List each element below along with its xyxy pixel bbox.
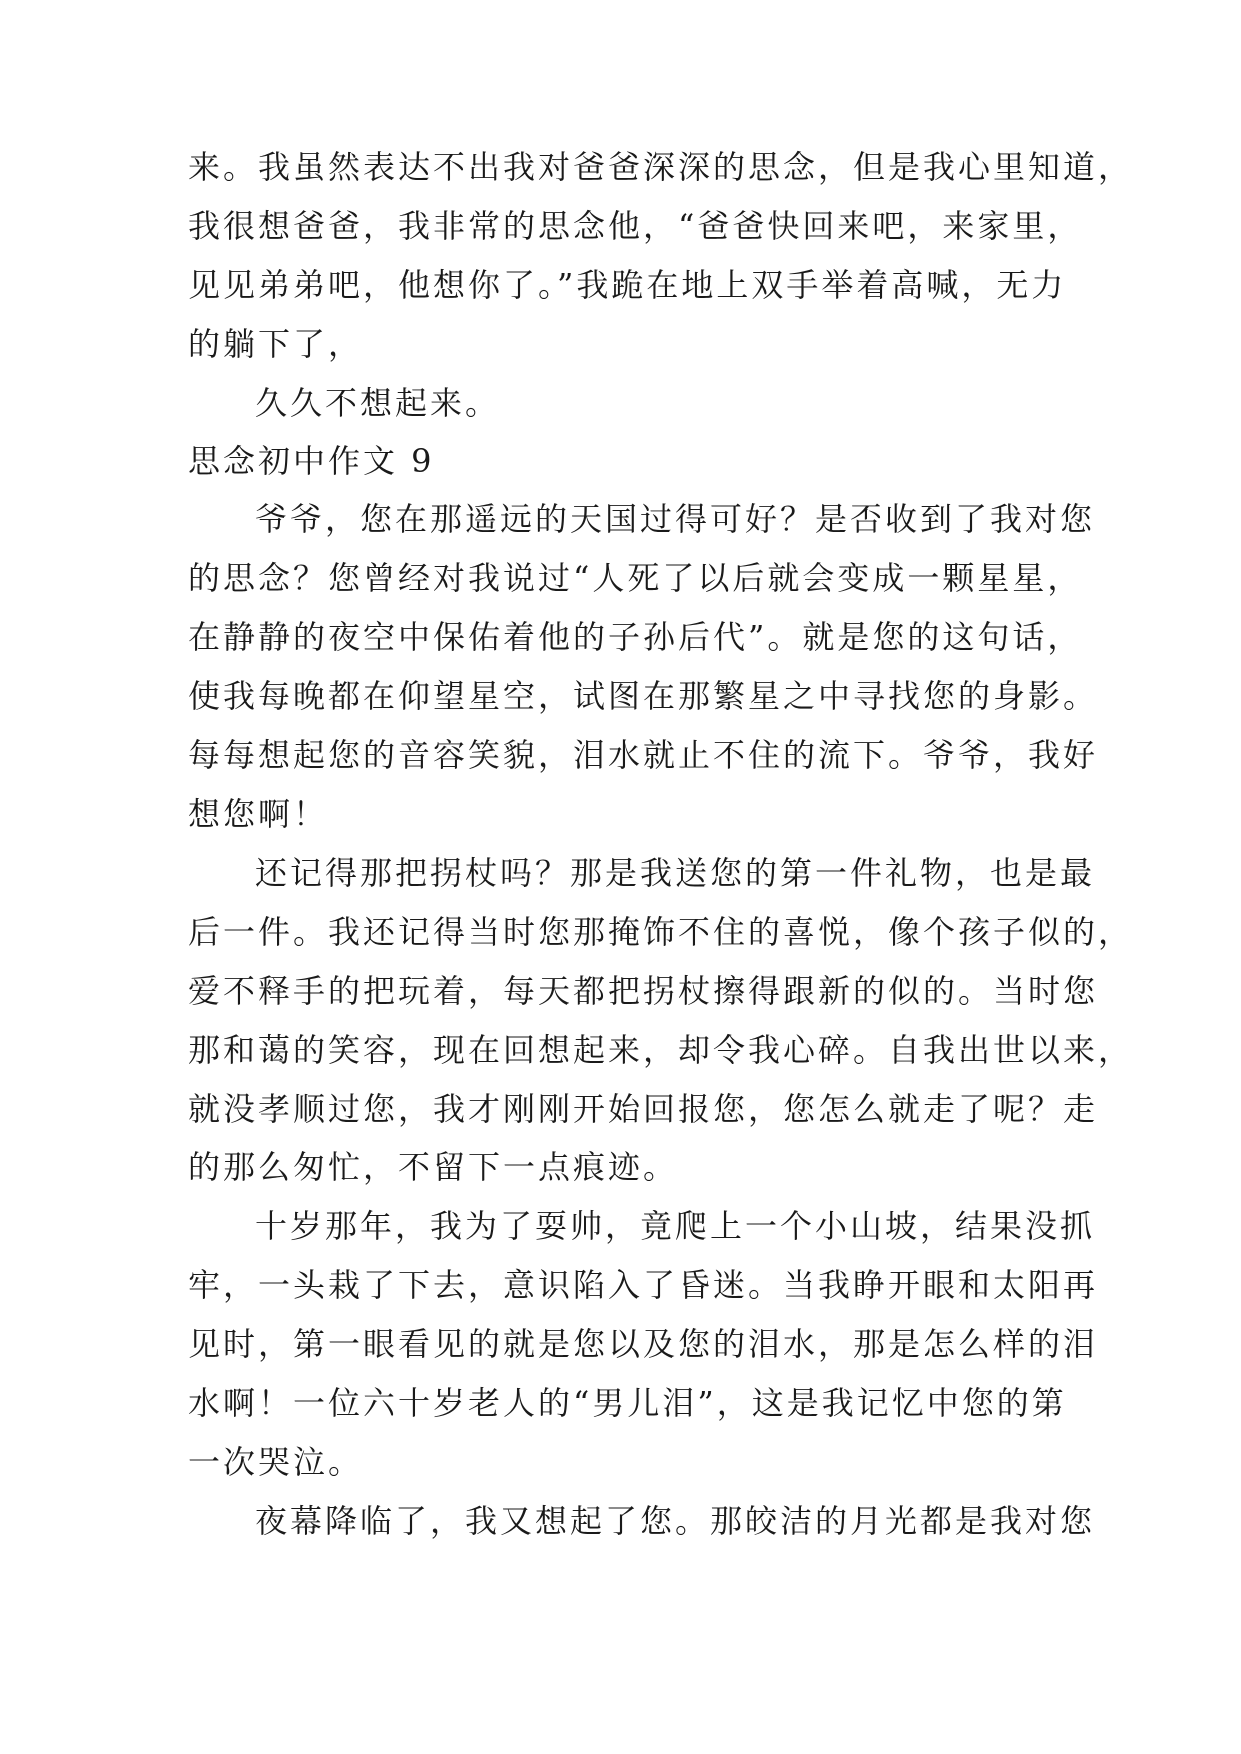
- text-line: 爷爷，您在那遥远的天国过得可好？是否收到了我对您: [255, 500, 1096, 538]
- text-line: 来。我虽然表达不出我对爸爸深深的思念，但是我心里知道，: [188, 148, 1134, 186]
- text-line: 在静静的夜空中保佑着他的子孙后代”。就是您的这句话，: [188, 618, 1083, 656]
- text-line: 就没孝顺过您，我才刚刚开始回报您，您怎么就走了呢？走: [188, 1090, 1099, 1128]
- text-line: 的思念？您曾经对我说过“人死了以后就会变成一颗星星，: [188, 559, 1083, 597]
- section-heading: 思念初中作文 9: [188, 442, 435, 480]
- text-line: 的躺下了，: [188, 325, 364, 363]
- text-line: 还记得那把拐杖吗？那是我送您的第一件礼物，也是最: [255, 854, 1096, 892]
- text-line: 使我每晚都在仰望星空，试图在那繁星之中寻找您的身影。: [188, 677, 1099, 715]
- text-line: 我很想爸爸，我非常的思念他，“爸爸快回来吧，来家里，: [188, 207, 1083, 245]
- text-line: 牢，一头栽了下去，意识陷入了昏迷。当我睁开眼和太阳再: [188, 1266, 1099, 1304]
- text-line: 爱不释手的把玩着，每天都把拐杖擦得跟新的似的。当时您: [188, 972, 1099, 1010]
- text-line: 想您啊！: [188, 795, 329, 833]
- text-line: 见见弟弟吧，他想你了。”我跪在地上双手举着高喊，无力: [188, 266, 1067, 304]
- text-line: 十岁那年，我为了耍帅，竟爬上一个小山坡，结果没抓: [255, 1207, 1096, 1245]
- text-line: 的那么匆忙，不留下一点痕迹。: [188, 1148, 679, 1186]
- text-line: 每每想起您的音容笑貌，泪水就止不住的流下。爷爷，我好: [188, 736, 1099, 774]
- text-line: 那和蔼的笑容，现在回想起来，却令我心碎。自我出世以来，: [188, 1031, 1134, 1069]
- text-line: 久久不想起来。: [255, 384, 501, 422]
- text-line: 见时，第一眼看见的就是您以及您的泪水，那是怎么样的泪: [188, 1325, 1099, 1363]
- text-line: 后一件。我还记得当时您那掩饰不住的喜悦，像个孩子似的，: [188, 913, 1134, 951]
- text-line: 水啊！一位六十岁老人的“男儿泪”，这是我记忆中您的第: [188, 1384, 1067, 1422]
- text-line: 一次哭泣。: [188, 1443, 364, 1481]
- text-line: 夜幕降临了，我又想起了您。那皎洁的月光都是我对您: [255, 1502, 1096, 1540]
